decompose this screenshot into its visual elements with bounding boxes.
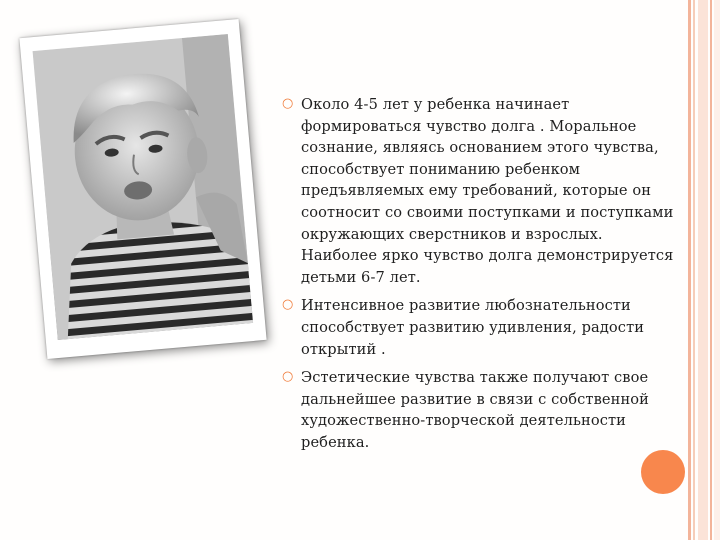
bullet-text: Эстетические чувства также получают свое дальнейшее развитие в связи с собственной художественно-творческой деятельности ребенка. (301, 369, 649, 451)
child-photo-icon (33, 34, 254, 340)
decorative-stripe (698, 0, 708, 540)
list-item (282, 295, 674, 360)
list-item (282, 94, 674, 288)
bullet-text: Около 4-5 лет у ребенка начинает формироваться чувство долга . Моральное сознание, являясь основанием этого чувства, способствует пониманию ребенком предъявляемых ему требований, которые он соотносит со своими поступками и поступками окружающих сверстников и взрослых. Наиболее ярко чувство долга демонстрируется детьми 6-7 лет. (301, 96, 674, 286)
child-photo (33, 34, 254, 340)
bullet-circle-icon: ○ (282, 96, 294, 111)
bullet-circle-icon: ○ (282, 369, 294, 385)
list-item (282, 367, 674, 453)
bullet-text: Интенсивное развитие любознательности способствует развитию удивления, радости открытий . (301, 297, 645, 358)
bullet-circle-icon: ○ (282, 297, 294, 313)
decorative-stripe (710, 0, 712, 540)
decorative-stripe (714, 0, 720, 540)
photo-frame (19, 19, 266, 359)
bullet-list (282, 94, 674, 461)
decorative-circle (641, 450, 685, 494)
decorative-stripe (693, 0, 695, 540)
decorative-stripe (688, 0, 691, 540)
